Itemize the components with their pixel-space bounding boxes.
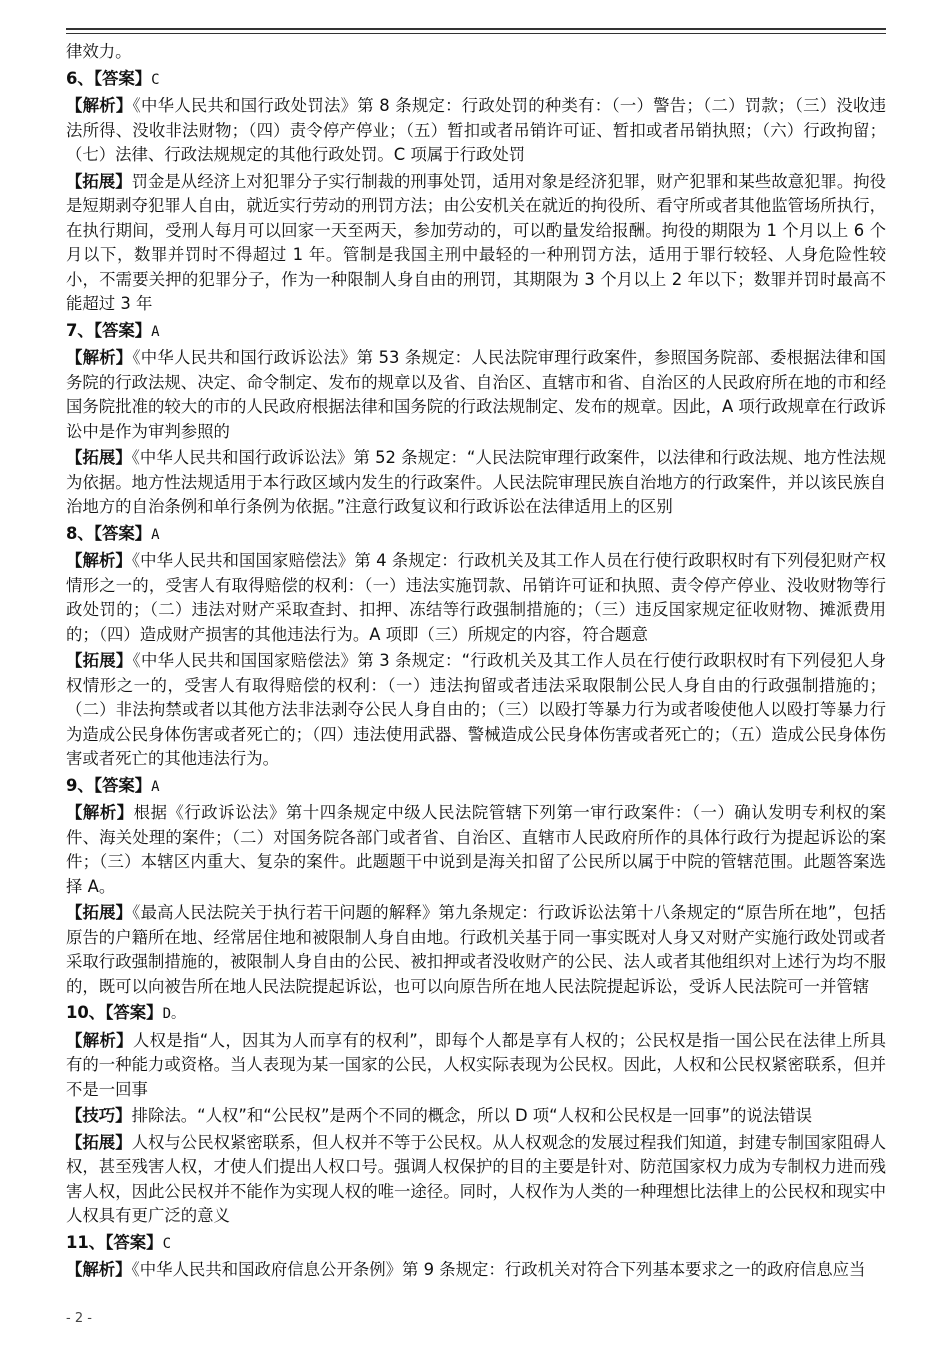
- paragraph-text: 根据《行政诉讼法》第十四条规定中级人民法院管辖下列第一审行政案件：（一）确认发明专利权的案件、海关处理的案件；（二）对国务院各部门或者省、自治区、直辖市人民政府所作的具体行政行为提起诉讼的案件；（三）本辖区内重大、复杂的案件。此题题干中说到是海关扣留了公民所以属于中院的管辖范围。此题答案选择 A。: [66, 803, 886, 896]
- paragraph-text: 人权是指“人，因其为人而享有的权利”，即每个人都是享有人权的；公民权是指一国公民在法律上所具有的一种能力或资格。当人表现为某一国家的公民，人权实际表现为公民权。因此，人权和公民权紧密联系，但并不是一回事: [66, 1030, 886, 1099]
- section-tag: 【解析】: [66, 551, 132, 570]
- answer-label: 【答案】: [93, 68, 152, 88]
- section-tag: 【解析】: [66, 803, 134, 822]
- explanation-paragraph: [66, 1104, 886, 1129]
- paragraph-text: 律效力。: [66, 42, 132, 61]
- answer-label: 【答案】: [93, 320, 152, 340]
- paragraph-text: 《最高人民法院关于执行若干问题的解释》第九条规定：行政诉讼法第十八条规定的“原告所在地”，包括原告的户籍所在地、经常居住地和被限制人身自由地。行政机关基于同一事实既对人身又对财产实施行政处罚或者采取行政强制措施的，被限制人身自由的公民、被扣押或者没收财产的公民、法人或者其他组织对上述行为均不服的，既可以向被告所在地人民法院提起诉讼，也可以向原告所在地人民法院提起诉讼，受诉人民法院可一并管辖: [66, 903, 887, 996]
- question-number: 11、: [66, 1232, 106, 1252]
- section-tag: 【拓展】: [66, 903, 133, 922]
- explanation-paragraph: [66, 1131, 886, 1229]
- answer-value: A: [151, 526, 160, 543]
- section-tag: 【技巧】: [66, 1106, 132, 1125]
- answer-label: 【答案】: [105, 1232, 163, 1252]
- document-body: [66, 40, 886, 1285]
- explanation-paragraph: [66, 649, 886, 772]
- paragraph-text: 《中华人民共和国国家赔偿法》第 4 条规定：行政机关及其工作人员在行使行政职权时有下列侵犯财产权情形之一的，受害人有取得赔偿的权利：（一）违法实施罚款、吊销许可证和执照、责令停产停业、没收财物等行政处罚的；（二）违法对财产采取查封、扣押、冻结等行政强制措施的；（三）违反国家规定征收财物、摊派费用的；（四）造成财产损害的其他违法行为。A 项即（三）所规定的内容，符合题意: [66, 551, 886, 644]
- answer-value: A: [151, 323, 160, 340]
- explanation-paragraph: [66, 346, 886, 444]
- explanation-paragraph: [66, 446, 886, 520]
- explanation-paragraph: [66, 1258, 886, 1283]
- explanation-paragraph: [66, 549, 886, 647]
- header-rule-thick: [66, 28, 886, 30]
- answer-heading: [66, 1231, 886, 1257]
- page-number: - 2 -: [66, 1311, 92, 1326]
- answer-label: 【答案】: [93, 775, 152, 795]
- explanation-paragraph: [66, 801, 886, 899]
- explanation-paragraph: [66, 901, 886, 999]
- answer-heading: [66, 319, 886, 345]
- answer-value: A: [151, 778, 160, 795]
- paragraph-text: 罚金是从经济上对犯罪分子实行制裁的刑事处罚，适用对象是经济犯罪，财产犯罪和某些故意犯罪。拘役是短期剥夺犯罪人自由，就近实行劳动的刑罚方法；由公安机关在就近的拘役所、看守所或者其他监管场所执行，在执行期间，受刑人每月可以回家一天至两天，参加劳动的，可以酌量发给报酬。拘役的期限为 1 个月以上 6 个月以下，数罪并罚时不得超过 1 年。管制是我国主刑中最轻的一种刑罚方法，适用于罪行较轻、人身危险性较小，不需要关押的犯罪分子，作为一种限制人身自由的刑罚，其期限为 3 个月以上 2 年以下；数罪并罚时最高不能超过 3 年: [66, 171, 887, 313]
- explanation-paragraph: [66, 170, 886, 317]
- paragraph-text: 人权与公民权紧密联系，但人权并不等于公民权。从人权观念的发展过程我们知道，封建专制国家阻碍人权，甚至残害人权，才使人们提出人权口号。强调人权保护的目的主要是针对、防范国家权力成为专制权力进而残害人权，因此公民权并不能作为实现人权的唯一途径。同时，人权作为人类的一种理想比法律上的公民权和现实中人权具有更广泛的意义: [66, 1132, 887, 1225]
- answer-value: C: [151, 71, 160, 88]
- section-tag: 【拓展】: [66, 651, 133, 670]
- header-rule-thin: [66, 33, 886, 34]
- answer-heading: [66, 522, 886, 548]
- answer-value: D。: [162, 1006, 186, 1022]
- paragraph-text: 《中华人民共和国国家赔偿法》第 3 条规定：“行政机关及其工作人员在行使行政职权时有下列侵犯人身权情形之一的，受害人有取得赔偿的权利：（一）违法拘留或者违法采取限制公民人身自由的行政强制措施的；（二）非法拘禁或者以其他方法非法剥夺公民人身自由的；（三）以殴打等暴力行为或者唆使他人以殴打等暴力行为造成公民身体伤害或者死亡的；（四）违法使用武器、警械造成公民身体伤害或者死亡的；（五）造成公民身体伤害或者死亡的其他违法行为。: [66, 651, 886, 768]
- answer-label: 【答案】: [105, 1003, 163, 1022]
- answer-heading: [66, 67, 886, 93]
- paragraph-text: 《中华人民共和国行政诉讼法》第 53 条规定：人民法院审理行政案件，参照国务院部、委根据法律和国务院的行政法规、决定、命令制定、发布的规章以及省、自治区、直辖市和省、自治区的人民政府所在地的市和经国务院批准的较大的市的人民政府根据法律和国务院的行政法规制定、发布的规章。因此，A 项行政规章在行政诉讼中是作为审判参照的: [66, 348, 887, 441]
- paragraph-text: 排除法。“人权”和“公民权”是两个不同的概念，所以 D 项“人权和公民权是一回事”的说法错误: [131, 1106, 813, 1125]
- answer-heading: [66, 774, 886, 800]
- question-number: 9、: [66, 775, 94, 795]
- explanation-paragraph: [66, 94, 886, 168]
- answer-label: 【答案】: [93, 523, 152, 543]
- paragraph-text: 《中华人民共和国行政处罚法》第 8 条规定：行政处罚的种类有：（一）警告；（二）罚款；（三）没收违法所得、没收非法财物；（四）责令停产停业；（五）暂扣或者吊销许可证、暂扣或者吊销执照；（六）行政拘留；（七）法律、行政法规规定的其他行政处罚。C 项属于行政处罚: [66, 96, 887, 164]
- paragraph-text: 《中华人民共和国行政诉讼法》第 52 条规定：“人民法院审理行政案件，以法律和行政法规、地方性法规为依据。地方性法规适用于本行政区域内发生的行政案件。人民法院审理民族自治地方的行政案件，并以该民族自治地方的自治条例和单行条例为依据。”注意行政复议和行政诉讼在法律适用上的区别: [66, 448, 886, 516]
- explanation-paragraph: [66, 1029, 886, 1103]
- section-tag: 【拓展】: [66, 171, 132, 191]
- explanation-paragraph: [66, 40, 886, 65]
- section-tag: 【解析】: [66, 348, 133, 367]
- question-number: 8、: [66, 523, 94, 543]
- paragraph-text: 《中华人民共和国政府信息公开条例》第 9 条规定：行政机关对符合下列基本要求之一的政府信息应当: [131, 1260, 866, 1279]
- question-number: 6、: [66, 68, 94, 88]
- answer-value: C: [162, 1235, 172, 1252]
- section-tag: 【解析】: [66, 1030, 133, 1050]
- question-number: 7、: [66, 320, 94, 340]
- answer-heading: [66, 1001, 886, 1027]
- question-number: 10、: [66, 1003, 106, 1022]
- section-tag: 【解析】: [66, 1260, 132, 1279]
- section-tag: 【拓展】: [66, 1132, 132, 1152]
- section-tag: 【拓展】: [66, 448, 132, 467]
- section-tag: 【解析】: [66, 96, 133, 115]
